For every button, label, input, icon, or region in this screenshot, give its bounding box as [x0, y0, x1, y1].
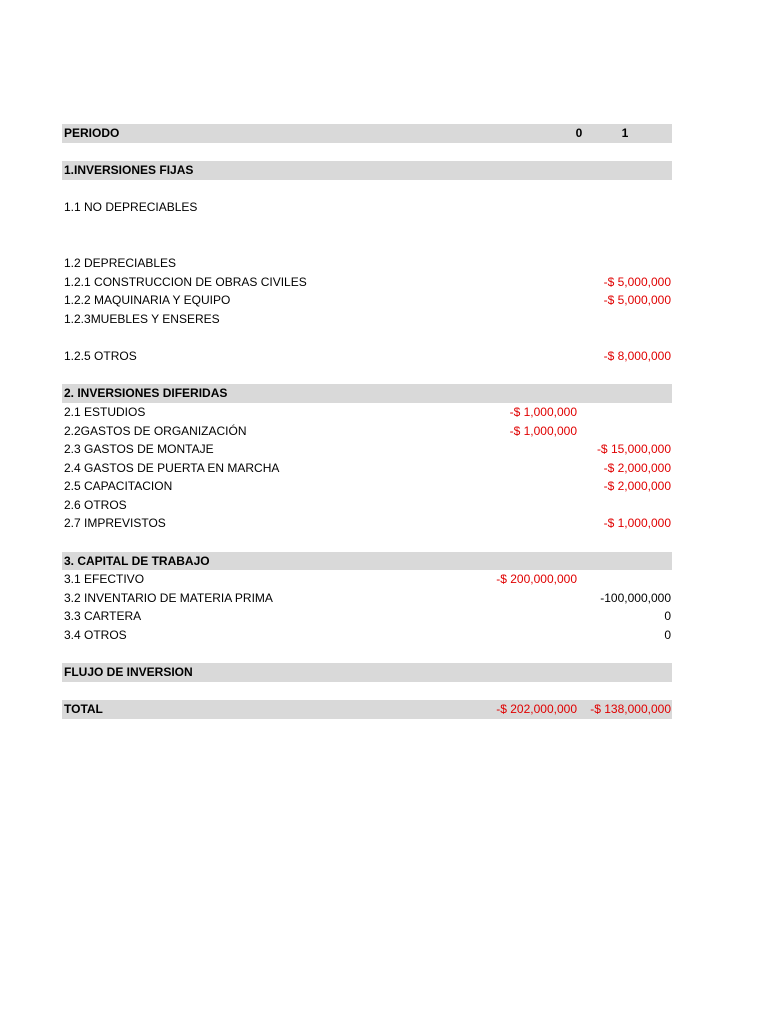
section-investment-flow: [62, 663, 672, 682]
table-row: [62, 589, 672, 608]
row-label: 2.7 IMPREVISTOS: [64, 516, 166, 531]
table-row: [62, 626, 672, 645]
blank-row: [62, 533, 672, 552]
total-row: [62, 700, 672, 719]
blank-row: [62, 180, 672, 199]
value-period-1: -$ 2,000,000: [603, 479, 671, 494]
total-period-1: -$ 138,000,000: [590, 702, 671, 717]
blank-row: [62, 143, 672, 162]
row-label: 3.2 INVENTARIO DE MATERIA PRIMA: [64, 590, 273, 605]
row-label: 1.2.1 CONSTRUCCION DE OBRAS CIVILES: [64, 274, 307, 289]
section-title: FLUJO DE INVERSION: [64, 665, 193, 680]
value-period-0: -$ 1,000,000: [509, 423, 577, 438]
row-label: 1.1 NO DEPRECIABLES: [64, 200, 198, 215]
section-title: 3. CAPITAL DE TRABAJO: [64, 553, 210, 568]
section-fixed-investments: [62, 161, 672, 180]
blank-row: [62, 645, 672, 664]
value-period-1: -$ 2,000,000: [603, 460, 671, 475]
period-1: 1: [621, 126, 629, 140]
value-period-1: -$ 5,000,000: [603, 274, 671, 289]
table-row: [62, 291, 672, 310]
row-depreciable: [62, 254, 672, 273]
value-period-1: -100,000,000: [600, 590, 671, 605]
table-row: [62, 607, 672, 626]
row-label: 3.1 EFECTIVO: [64, 572, 145, 587]
period-header-row: [62, 124, 672, 143]
table-row: [62, 347, 672, 366]
section-working-capital: [62, 552, 672, 571]
row-label: 2.4 GASTOS DE PUERTA EN MARCHA: [64, 460, 280, 475]
table-row: [62, 422, 672, 441]
row-label: 1.2.2 MAQUINARIA Y EQUIPO: [64, 293, 231, 308]
row-label: 2.1 ESTUDIOS: [64, 404, 146, 419]
table-row: [62, 514, 672, 533]
value-period-1: 0: [664, 628, 671, 643]
row-label: 1.2.3MUEBLES Y ENSERES: [64, 311, 220, 326]
section-deferred-investments: [62, 384, 672, 403]
table-row: [62, 310, 672, 329]
table-row: [62, 403, 672, 422]
value-period-1: 0: [664, 609, 671, 624]
value-period-1: -$ 5,000,000: [603, 293, 671, 308]
table-row: [62, 440, 672, 459]
row-label: 3.4 OTROS: [64, 628, 127, 643]
total-period-0: -$ 202,000,000: [496, 702, 577, 717]
section-title: 1.INVERSIONES FIJAS: [64, 163, 194, 178]
blank-row: [62, 236, 672, 255]
section-title: 2. INVERSIONES DIFERIDAS: [64, 386, 228, 401]
row-label: 2.5 CAPACITACION: [64, 479, 173, 494]
period-label: PERIODO: [64, 126, 120, 140]
blank-row: [62, 329, 672, 348]
row-label: 2.3 GASTOS DE MONTAJE: [64, 442, 214, 457]
row-label: 1.2.5 OTROS: [64, 349, 137, 364]
blank-row: [62, 682, 672, 701]
row-label: 2.6 OTROS: [64, 497, 127, 512]
table-row: [62, 496, 672, 515]
table-row: [62, 570, 672, 589]
blank-row: [62, 217, 672, 236]
investment-sheet: [62, 124, 672, 719]
value-period-1: -$ 8,000,000: [603, 349, 671, 364]
row-label: 3.3 CARTERA: [64, 609, 142, 624]
blank-row: [62, 366, 672, 385]
value-period-0: -$ 1,000,000: [509, 404, 577, 419]
total-label: TOTAL: [64, 702, 103, 717]
row-non-depreciable: [62, 198, 672, 217]
value-period-0: -$ 200,000,000: [496, 572, 577, 587]
period-0: 0: [575, 126, 583, 140]
table-row: [62, 459, 672, 478]
table-row: [62, 273, 672, 292]
table-row: [62, 477, 672, 496]
value-period-1: -$ 1,000,000: [603, 516, 671, 531]
value-period-1: -$ 15,000,000: [596, 442, 671, 457]
row-label: 2.2GASTOS DE ORGANIZACIÓN: [64, 423, 247, 438]
row-label: 1.2 DEPRECIABLES: [64, 256, 177, 271]
